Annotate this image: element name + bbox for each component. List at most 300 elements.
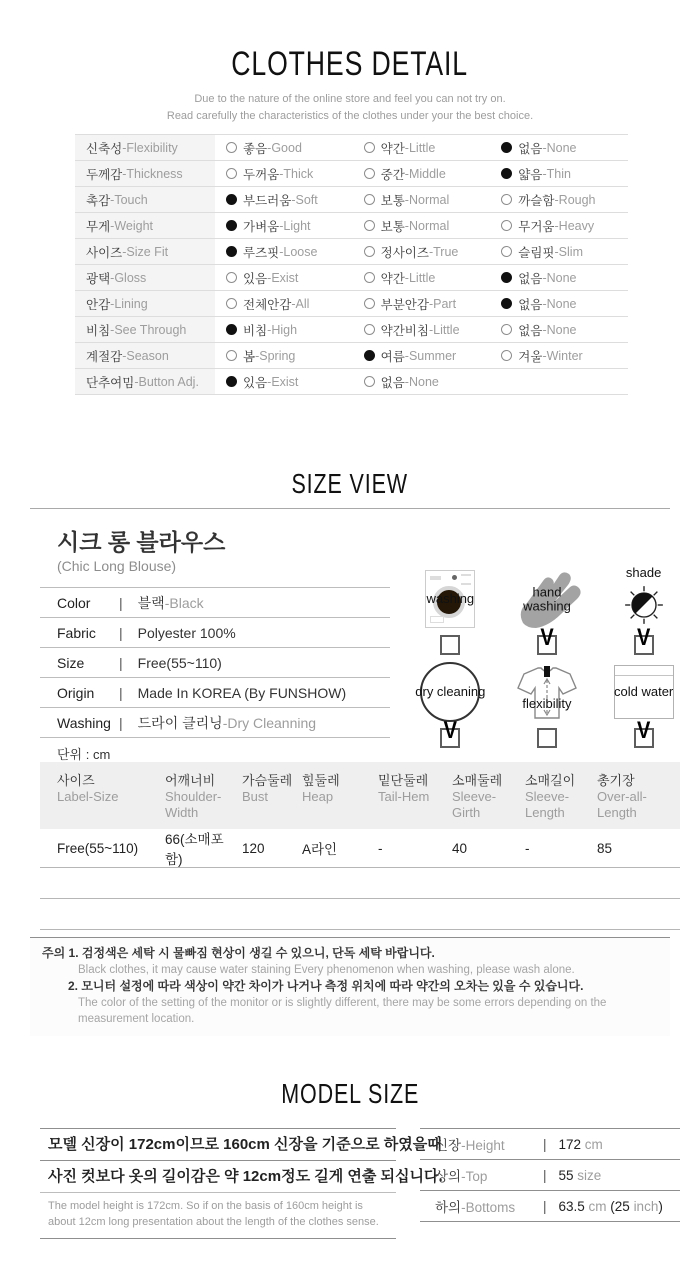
model-label-en: -Bottoms bbox=[461, 1200, 516, 1215]
size-col-ko: 소매둘레 bbox=[452, 773, 503, 788]
care-label-hand-washing: hand washing bbox=[523, 584, 571, 613]
care-label-washing: washing bbox=[426, 591, 475, 607]
detail-label-ko: 무게 bbox=[86, 219, 111, 234]
detail-row-label bbox=[75, 187, 215, 212]
size-col-en: Heap bbox=[302, 789, 334, 804]
product-name-en: (Chic Long Blouse) bbox=[57, 558, 177, 574]
size-col-header bbox=[57, 770, 165, 820]
model-value-part: 172 bbox=[558, 1136, 585, 1152]
option-label-en: -Rough bbox=[554, 192, 596, 207]
info-label: Origin bbox=[57, 684, 95, 701]
option-label-ko: 없음 bbox=[380, 375, 405, 390]
detail-row-label bbox=[75, 343, 215, 368]
option-label-ko: 여름 bbox=[380, 349, 405, 364]
option-label-en: -Little bbox=[404, 140, 436, 155]
detail-row-options bbox=[215, 265, 628, 290]
empty-row bbox=[40, 868, 680, 899]
radio-icon[interactable] bbox=[364, 324, 375, 335]
size-col-en: Sleeve-Girth bbox=[452, 789, 497, 820]
option-label-ko: 중간 bbox=[380, 167, 405, 182]
model-desc-english bbox=[40, 1192, 396, 1239]
option-label-en: -None bbox=[542, 140, 577, 155]
model-desc-en-line-2: about 12cm long presentation about the length of the clothes sense. bbox=[48, 1215, 379, 1228]
model-desc-line-1: 모델 신장이 172cm이므로 160cm 신장을 기준으로 하였을때 bbox=[40, 1128, 396, 1160]
model-desc-line-2: 사진 컷보다 옷의 길이감은 약 12cm정도 길게 연출 되십니다. bbox=[40, 1160, 396, 1192]
option-label-en: -Normal bbox=[404, 192, 450, 207]
detail-row-options bbox=[215, 161, 628, 186]
option-label-ko: 없음 bbox=[518, 297, 543, 312]
info-value bbox=[138, 625, 236, 641]
detail-label-en: -Thickness bbox=[122, 166, 183, 181]
model-value-part: cm bbox=[588, 1198, 611, 1214]
model-label-ko: 신장 bbox=[435, 1138, 462, 1153]
detail-row-label bbox=[75, 291, 215, 316]
page-header bbox=[0, 43, 700, 124]
option bbox=[490, 165, 628, 183]
care-item-cold-water bbox=[595, 659, 692, 752]
radio-icon[interactable] bbox=[364, 376, 375, 387]
info-label: Fabric bbox=[57, 624, 96, 641]
detail-label-ko: 비침 bbox=[86, 323, 111, 338]
option bbox=[215, 321, 353, 339]
info-divider: | bbox=[119, 714, 123, 731]
detail-row bbox=[75, 213, 628, 239]
model-value-part: (25 bbox=[610, 1198, 634, 1214]
hand-icon bbox=[502, 566, 592, 632]
check-mark: V bbox=[540, 624, 554, 652]
product-info-table bbox=[40, 587, 390, 738]
option-label-en: -Soft bbox=[291, 192, 318, 207]
info-divider: | bbox=[119, 594, 123, 611]
detail-row bbox=[75, 135, 628, 161]
option bbox=[215, 269, 353, 287]
option-label-ko: 얇음 bbox=[518, 167, 543, 182]
size-col-header bbox=[597, 770, 680, 820]
option bbox=[353, 269, 491, 287]
radio-icon[interactable] bbox=[501, 220, 512, 231]
detail-row-label bbox=[75, 369, 215, 394]
detail-row-label bbox=[75, 239, 215, 264]
radio-icon[interactable] bbox=[501, 194, 512, 205]
option bbox=[353, 139, 491, 157]
option bbox=[353, 295, 491, 313]
radio-icon[interactable] bbox=[501, 324, 512, 335]
option bbox=[490, 321, 628, 339]
check-mark: V bbox=[636, 717, 651, 745]
model-row-label bbox=[435, 1134, 543, 1154]
option-label-ko: 비침 bbox=[243, 323, 268, 338]
option bbox=[215, 347, 353, 365]
option bbox=[215, 217, 353, 235]
model-row-label bbox=[435, 1165, 543, 1185]
radio-icon[interactable] bbox=[364, 194, 375, 205]
model-value-part: 63.5 bbox=[558, 1198, 589, 1214]
option-label-en: -Part bbox=[428, 296, 457, 311]
option-label-ko: 보통 bbox=[380, 193, 405, 208]
detail-row-options bbox=[215, 135, 628, 160]
detail-row bbox=[75, 239, 628, 265]
info-row bbox=[40, 588, 390, 618]
radio-icon[interactable] bbox=[364, 272, 375, 283]
info-label: Color bbox=[57, 594, 91, 611]
radio-icon[interactable] bbox=[501, 142, 512, 153]
care-label-cold-water: cold water bbox=[614, 684, 674, 700]
size-col-en: Label-Size bbox=[57, 789, 119, 804]
model-label-en: -Top bbox=[461, 1169, 488, 1184]
detail-row-label bbox=[75, 317, 215, 342]
info-value-part: Free(55~110) bbox=[137, 654, 222, 671]
option bbox=[215, 243, 353, 261]
size-col-ko: 힢둘레 bbox=[302, 773, 340, 788]
option-label-en: -Heavy bbox=[554, 218, 595, 233]
size-spec-table bbox=[40, 762, 680, 930]
radio-icon[interactable] bbox=[364, 168, 375, 179]
note-en: Black clothes, it may cause water staining Every phenomenon when washing, please wash alone. bbox=[78, 963, 575, 976]
option bbox=[215, 139, 353, 157]
size-cell: 40 bbox=[452, 840, 468, 856]
info-divider: | bbox=[119, 684, 123, 701]
size-col-en: Bust bbox=[242, 789, 269, 804]
detail-label-en: -See Through bbox=[110, 322, 187, 337]
note-ko: 2. 모니터 설정에 따라 색상이 약간 차이가 나거나 측정 위치에 따라 약간의 오차는 있을 수 있습니다. bbox=[68, 978, 584, 993]
info-row bbox=[40, 648, 390, 678]
radio-icon[interactable] bbox=[364, 246, 375, 257]
model-value-part: inch bbox=[633, 1198, 659, 1214]
radio-icon[interactable] bbox=[226, 220, 237, 231]
checkbox-icon[interactable] bbox=[634, 717, 654, 748]
size-col-ko: 밑단둘레 bbox=[378, 773, 429, 788]
option-label-ko: 보통 bbox=[380, 219, 405, 234]
check-mark: V bbox=[636, 624, 651, 652]
option-label-en: -Thick bbox=[279, 166, 314, 181]
option bbox=[490, 269, 628, 287]
sun-icon bbox=[599, 566, 689, 632]
option-label-en: -Summer bbox=[404, 348, 457, 363]
option bbox=[490, 243, 628, 261]
info-value bbox=[138, 655, 222, 671]
detail-row-options bbox=[215, 213, 628, 238]
washing-machine-icon bbox=[405, 566, 495, 632]
radio-icon[interactable] bbox=[364, 350, 375, 361]
option bbox=[353, 321, 491, 339]
size-cell: - bbox=[525, 840, 530, 856]
option bbox=[353, 191, 491, 209]
detail-label-en: -Gloss bbox=[110, 270, 147, 285]
detail-row bbox=[75, 187, 628, 213]
detail-label-ko: 두께감 bbox=[86, 167, 123, 182]
subtitle-line-2: Read carefully the characteristics of the clothes under your the best choice. bbox=[166, 109, 534, 122]
care-item-washing bbox=[402, 566, 499, 659]
checkbox-icon[interactable] bbox=[537, 728, 557, 748]
size-col-header bbox=[525, 770, 597, 820]
model-description-box bbox=[40, 1128, 443, 1239]
divider-line bbox=[30, 508, 670, 509]
size-cell: - bbox=[378, 840, 383, 856]
size-col-header bbox=[378, 770, 452, 820]
model-size-heading bbox=[0, 1080, 700, 1109]
checkbox-icon[interactable] bbox=[634, 624, 654, 655]
detail-label-ko: 광택 bbox=[86, 271, 111, 286]
radio-icon[interactable] bbox=[226, 376, 237, 387]
detail-row-options bbox=[215, 317, 628, 342]
radio-icon[interactable] bbox=[501, 168, 512, 179]
option-label-ko: 루즈핏 bbox=[243, 245, 280, 260]
info-value bbox=[138, 713, 316, 733]
radio-icon[interactable] bbox=[226, 142, 237, 153]
option-label-en: -Little bbox=[404, 270, 436, 285]
size-cell: A라인 bbox=[302, 842, 338, 858]
model-value bbox=[559, 1168, 602, 1183]
option bbox=[490, 139, 628, 157]
detail-label-en: -Touch bbox=[110, 192, 148, 207]
info-value bbox=[138, 593, 204, 613]
size-cell: 66(소매포함) bbox=[165, 832, 224, 868]
radio-icon[interactable] bbox=[501, 298, 512, 309]
option-label-ko: 있음 bbox=[243, 375, 268, 390]
option-label-en: -Little bbox=[428, 322, 460, 337]
info-value-part: 드라이 클리닝 bbox=[137, 714, 223, 731]
size-col-header bbox=[452, 770, 525, 820]
radio-icon[interactable] bbox=[226, 324, 237, 335]
option-label-ko: 전체안감 bbox=[243, 297, 292, 312]
size-col-en: Sleeve-Length bbox=[525, 789, 570, 820]
option-label-ko: 봄 bbox=[243, 349, 256, 364]
option-label-ko: 부드러움 bbox=[243, 193, 292, 208]
care-item-dry-cleaning bbox=[402, 659, 499, 752]
model-value-part: 55 bbox=[558, 1167, 578, 1183]
model-divider: | bbox=[543, 1136, 547, 1152]
detail-row-options bbox=[215, 187, 628, 212]
info-value-part: -Dry Cleanning bbox=[222, 714, 317, 731]
page-title: CLOTHES DETAIL bbox=[231, 43, 469, 84]
option-label-en: -Loose bbox=[279, 244, 318, 259]
size-col-ko: 총기장 bbox=[597, 773, 635, 788]
detail-label-en: -Flexibility bbox=[122, 140, 178, 155]
model-value-part: ) bbox=[658, 1198, 663, 1214]
info-divider: | bbox=[119, 624, 123, 641]
empty-row bbox=[40, 899, 680, 930]
detail-label-ko: 사이즈 bbox=[86, 245, 123, 260]
size-cell: 120 bbox=[242, 840, 265, 856]
size-col-header bbox=[165, 770, 242, 820]
detail-row-options bbox=[215, 369, 628, 394]
option-label-ko: 좋음 bbox=[243, 141, 268, 156]
size-table-row bbox=[40, 829, 680, 868]
option bbox=[353, 243, 491, 261]
option-label-ko: 가벼움 bbox=[243, 219, 280, 234]
radio-icon[interactable] bbox=[226, 246, 237, 257]
detail-row bbox=[75, 343, 628, 369]
care-item-shade bbox=[595, 566, 692, 659]
option-label-ko: 약간비침 bbox=[380, 323, 429, 338]
detail-label-ko: 계절감 bbox=[86, 349, 123, 364]
care-label-dry-cleaning: dry cleaning bbox=[415, 684, 486, 700]
checkbox-icon[interactable] bbox=[440, 717, 460, 748]
detail-row bbox=[75, 265, 628, 291]
care-label-shade: shade bbox=[625, 565, 662, 580]
detail-label-ko: 신축성 bbox=[86, 141, 123, 156]
option-label-ko: 없음 bbox=[518, 271, 543, 286]
radio-icon[interactable] bbox=[501, 350, 512, 361]
product-name: 시크 롱 블라우스 bbox=[57, 529, 226, 555]
model-row bbox=[420, 1160, 680, 1191]
option-label-ko: 까슬함 bbox=[518, 193, 555, 208]
option-label-en: -None bbox=[542, 296, 577, 311]
option bbox=[215, 165, 353, 183]
option-label-en: -Light bbox=[279, 218, 311, 233]
size-col-en: Shoulder-Width bbox=[165, 789, 222, 820]
radio-icon[interactable] bbox=[364, 298, 375, 309]
option-label-ko: 무거움 bbox=[518, 219, 555, 234]
detail-row-options bbox=[215, 291, 628, 316]
option-label-ko: 정사이즈 bbox=[380, 245, 429, 260]
check-mark: V bbox=[443, 717, 457, 745]
size-col-ko: 사이즈 bbox=[57, 773, 95, 788]
size-view-heading bbox=[0, 470, 700, 499]
detail-label-en: -Weight bbox=[110, 218, 153, 233]
option bbox=[215, 191, 353, 209]
option-label-ko: 슬림핏 bbox=[518, 245, 555, 260]
size-col-header bbox=[242, 770, 302, 820]
info-value bbox=[138, 685, 346, 701]
care-item-flexibility bbox=[499, 659, 596, 752]
info-value-part: -Black bbox=[164, 594, 204, 611]
model-value bbox=[559, 1137, 603, 1152]
dry-cleaning-icon bbox=[405, 659, 495, 725]
product-info-section bbox=[40, 524, 390, 738]
note-en: The color of the setting of the monitor or is slightly different, there may be some errors depending on the measurement location. bbox=[78, 996, 607, 1025]
option bbox=[490, 295, 628, 313]
option-label-en: -Thin bbox=[542, 166, 571, 181]
page-subtitle bbox=[0, 91, 700, 124]
info-row bbox=[40, 618, 390, 648]
size-col-en: Tail-Hem bbox=[378, 789, 430, 804]
care-label-flexibility: flexibility bbox=[522, 696, 572, 712]
model-divider: | bbox=[543, 1198, 547, 1214]
unit-label: 단위 : cm bbox=[57, 747, 111, 762]
option-label-en: -Spring bbox=[255, 348, 296, 363]
option-label-ko: 부분안감 bbox=[380, 297, 429, 312]
model-desc-en-line-1: The model height is 172cm. So if on the basis of 160cm height is bbox=[48, 1200, 363, 1212]
option-label-ko: 두꺼움 bbox=[243, 167, 280, 182]
size-col-ko: 가슴둘레 bbox=[242, 773, 293, 788]
detail-row bbox=[75, 161, 628, 187]
info-label: Size bbox=[57, 654, 85, 671]
detail-row-label bbox=[75, 161, 215, 186]
radio-icon[interactable] bbox=[364, 142, 375, 153]
shirt-icon bbox=[502, 659, 592, 725]
radio-icon[interactable] bbox=[226, 272, 237, 283]
radio-icon[interactable] bbox=[226, 194, 237, 205]
info-row bbox=[40, 708, 390, 738]
option-label-ko: 있음 bbox=[243, 271, 268, 286]
info-value-part: Made In KOREA (By FUNSHOW) bbox=[137, 684, 347, 701]
detail-label-ko: 안감 bbox=[86, 297, 111, 312]
info-value-part: 블랙 bbox=[137, 594, 165, 611]
option-label-ko: 약간 bbox=[380, 141, 405, 156]
detail-label-ko: 촉감 bbox=[86, 193, 111, 208]
info-divider: | bbox=[119, 654, 123, 671]
option bbox=[490, 347, 628, 365]
checkbox-icon[interactable] bbox=[537, 624, 557, 655]
model-value-part: cm bbox=[584, 1136, 603, 1152]
model-value-part: size bbox=[577, 1167, 602, 1183]
detail-row-label bbox=[75, 213, 215, 238]
option-label-en: -High bbox=[267, 322, 298, 337]
info-label: Washing bbox=[57, 714, 111, 731]
option bbox=[490, 191, 628, 209]
radio-icon[interactable] bbox=[501, 272, 512, 283]
detail-label-en: -Button Adj. bbox=[134, 374, 199, 389]
option-label-ko: 없음 bbox=[518, 141, 543, 156]
option bbox=[490, 217, 628, 235]
size-table-empty-rows bbox=[40, 868, 680, 930]
detail-row-options bbox=[215, 239, 628, 264]
model-size-title: MODEL SIZE bbox=[280, 1078, 420, 1110]
size-cell: Free(55~110) bbox=[57, 840, 139, 856]
size-col-en: Over-all-Length bbox=[597, 789, 647, 820]
option-label-ko: 겨울 bbox=[518, 349, 543, 364]
option-label-en: -Good bbox=[267, 140, 302, 155]
option-label-en: -None bbox=[404, 374, 439, 389]
subtitle-line-1: Due to the nature of the online store and feel you can not try on. bbox=[194, 93, 506, 105]
detail-row-label bbox=[75, 265, 215, 290]
option-label-en: -Winter bbox=[542, 348, 583, 363]
size-col-ko: 어깨너비 bbox=[165, 773, 216, 788]
care-item-hand-washing bbox=[499, 566, 596, 659]
option-label-en: -Middle bbox=[404, 166, 446, 181]
option-label-ko: 약간 bbox=[380, 271, 405, 286]
note-ko: 주의 1. 검정색은 세탁 시 물빠짐 현상이 생길 수 있으니, 단독 세탁 바랍니다. bbox=[42, 946, 435, 960]
model-measurements-table bbox=[420, 1128, 680, 1222]
detail-label-en: -Lining bbox=[110, 296, 148, 311]
option-label-en: -Slim bbox=[554, 244, 583, 259]
option bbox=[215, 295, 353, 313]
option-label-en: -True bbox=[428, 244, 459, 259]
info-value-part: Polyester 100% bbox=[137, 624, 236, 641]
model-row bbox=[420, 1191, 680, 1222]
size-cell: 85 bbox=[597, 840, 613, 856]
cold-water-icon bbox=[599, 659, 689, 725]
option bbox=[353, 347, 491, 365]
clothes-detail-table bbox=[75, 134, 628, 395]
option-label-en: -None bbox=[542, 322, 577, 337]
option bbox=[353, 165, 491, 183]
option-label-en: -All bbox=[291, 296, 310, 311]
option bbox=[353, 373, 491, 391]
caution-notes bbox=[30, 937, 670, 1036]
checkbox-icon[interactable] bbox=[440, 635, 460, 655]
radio-icon[interactable] bbox=[226, 168, 237, 179]
detail-label-en: -Size Fit bbox=[122, 244, 169, 259]
option-label-en: -Normal bbox=[404, 218, 450, 233]
detail-row-options bbox=[215, 343, 628, 368]
radio-icon[interactable] bbox=[501, 246, 512, 257]
radio-icon[interactable] bbox=[226, 350, 237, 361]
option-label-ko: 없음 bbox=[518, 323, 543, 338]
model-row bbox=[420, 1129, 680, 1160]
radio-icon[interactable] bbox=[226, 298, 237, 309]
size-col-header bbox=[302, 770, 378, 820]
model-value bbox=[559, 1199, 663, 1214]
model-divider: | bbox=[543, 1167, 547, 1183]
size-view-title: SIZE VIEW bbox=[291, 468, 409, 500]
option-label-en: -Exist bbox=[267, 374, 299, 389]
model-label-ko: 상의 bbox=[435, 1169, 462, 1184]
detail-label-en: -Season bbox=[122, 348, 169, 363]
info-row bbox=[40, 678, 390, 708]
radio-icon[interactable] bbox=[364, 220, 375, 231]
